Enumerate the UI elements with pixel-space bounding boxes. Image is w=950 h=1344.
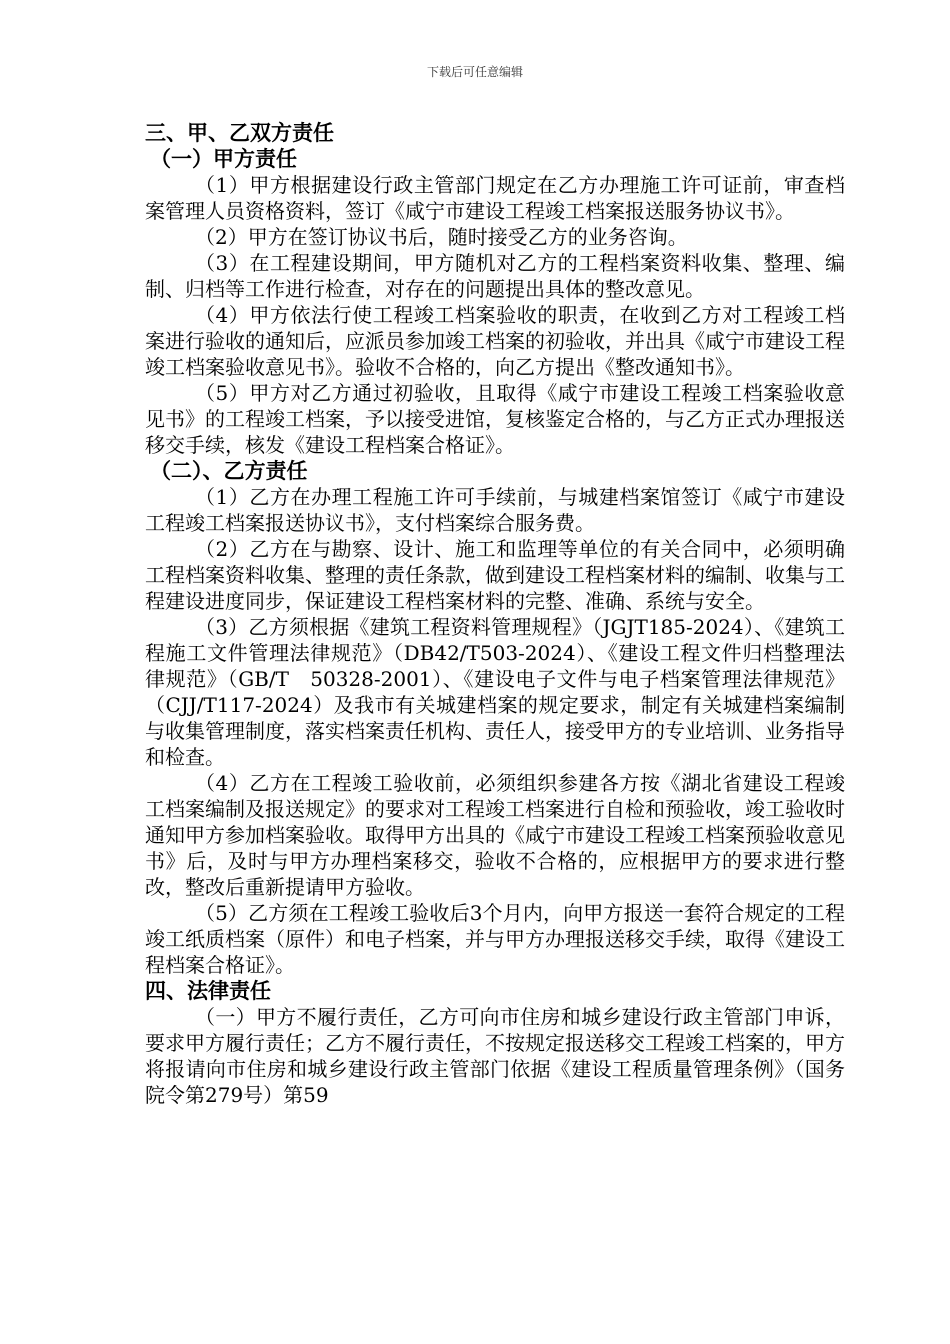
party-b-item-4: （4）乙方在工程竣工验收前，必须组织参建各方按《湖北省建设工程竣工档案编制及报送规定》的要求对工程竣工档案进行自检和预验收，竣工验收时通知甲方参加档案验收。取得甲方出具的《咸宁市建设工程竣工档案预验收意见书》后，及时与甲方办理档案移交，验收不合格的，应根据甲方的要求进行整改，整改后重新提请甲方验收。 [145,771,845,899]
page-header-note: 下载后可任意编辑 [426,65,523,79]
party-b-item-3: （3）乙方须根据《建筑工程资料管理规程》（JGJT185-2024）、《建筑工程施工文件管理法律规范》（DB42/T503-2024）、《建设工程文件归档整理法律规范》（GB/T 50328-2001）、《建设电子文件与电子档案管理法律规范》（CJJ/T117-2024）及我市有关城建档案的规定要求，制定有关城建档案编制与收集管理制度，落实档案责任机构、责任人，接受甲方的专业培训、业务指导和检查。 [145,615,845,769]
section-3-title: 三、甲、乙双方责任 [145,121,334,145]
section-4-item-1: （一）甲方不履行责任，乙方可向市住房和城乡建设行政主管部门申诉，要求甲方履行责任；乙方不履行责任，不按规定报送移交工程竣工档案的，甲方将报请向市住房和城乡建设行政主管部门依据《建设工程质量管理条例》（国务院令第279号）第59 [145,1005,845,1107]
section-4-title: 四、法律责任 [145,979,271,1003]
party-b-item-5: （5）乙方须在工程竣工验收后3个月内，向甲方报送一套符合规定的工程竣工纸质档案（原件）和电子档案，并与甲方办理报送移交手续，取得《建设工程档案合格证》。 [145,901,845,977]
party-a-item-4: （4）甲方依法行使工程竣工档案验收的职责，在收到乙方对工程竣工档案进行验收的通知后，应派员参加竣工档案的初验收，并出具《咸宁市建设工程竣工档案验收意见书》。验收不合格的，向乙方提出《整改通知书》。 [145,303,845,379]
party-a-item-2: （2）甲方在签订协议书后，随时接受乙方的业务咨询。 [195,225,688,249]
party-a-item-5: （5）甲方对乙方通过初验收，且取得《咸宁市建设工程竣工档案验收意见书》的工程竣工档案，予以接受进馆，复核鉴定合格的，与乙方正式办理报送移交手续，核发《建设工程档案合格证》。 [145,381,845,457]
party-b-item-2: （2）乙方在与勘察、设计、施工和监理等单位的有关合同中，必须明确工程档案资料收集、整理的责任条款，做到建设工程档案材料的编制、收集与工程建设进度同步，保证建设工程档案材料的完整、准确、系统与安全。 [145,537,845,613]
party-b-title: （二）、乙方责任 [150,459,308,483]
party-b-item-1: （1）乙方在办理工程施工许可手续前，与城建档案馆签订《咸宁市建设工程竣工档案报送协议书》，支付档案综合服务费。 [145,485,845,535]
document-body [145,120,845,1108]
party-a-title: （一）甲方责任 [150,147,297,171]
party-a-item-1: （1）甲方根据建设行政主管部门规定在乙方办理施工许可证前，审查档案管理人员资格资料，签订《咸宁市建设工程竣工档案报送服务协议书》。 [145,173,845,223]
party-a-item-3: （3）在工程建设期间，甲方随机对乙方的工程档案资料收集、整理、编制、归档等工作进行检查，对存在的问题提出具体的整改意见。 [145,251,845,301]
